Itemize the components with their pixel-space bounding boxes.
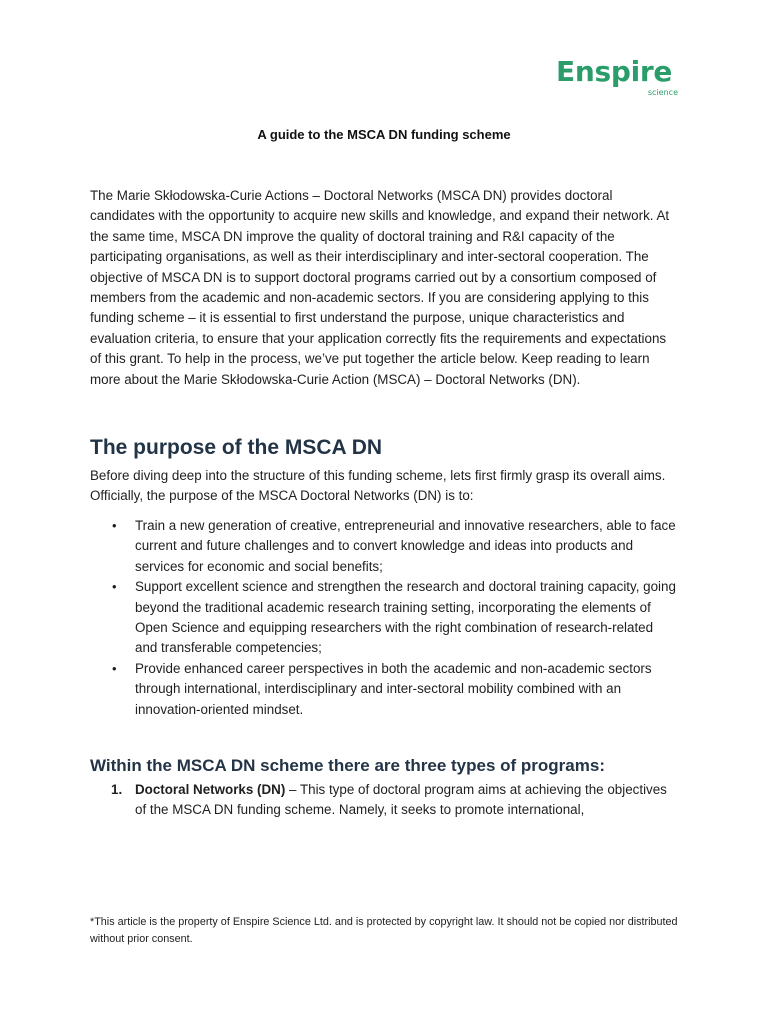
list-item — [90, 516, 678, 577]
purpose-bullet-list — [90, 516, 678, 720]
document-title: A guide to the MSCA DN funding scheme — [257, 127, 511, 142]
programs-numbered-list — [90, 780, 678, 821]
bullet-text: Train a new generation of creative, entrepreneurial and innovative researchers, able to face current and future challenges and to convert knowledge and ideas into products and services for economic and social benefits; — [135, 517, 676, 574]
list-item — [90, 577, 678, 659]
bullet-text: Provide enhanced career perspectives in both the academic and non-academic sectors through international, interdisciplinary and inter-sectoral mobility combined with an innovation-oriented mindset. — [135, 660, 652, 717]
bullet-icon: • — [112, 579, 117, 595]
copyright-footnote: *This article is the property of Enspire Science Ltd. and is protected by copyright law. It should not be copied nor distributed without prior consent. — [90, 916, 678, 945]
program-term: Doctoral Networks (DN) — [135, 781, 286, 797]
enspire-logo — [556, 56, 680, 100]
document-body — [90, 186, 678, 821]
list-item — [90, 659, 678, 720]
intro-paragraph: The Marie Skłodowska-Curie Actions – Doctoral Networks (MSCA DN) provides doctoral candidates with the opportunity to acquire new skills and knowledge, and expand their network. At the same time, MSCA DN improve the quality of doctoral training and R&I capacity of the participating organisations, as well as their interdisciplinary and inter-sectoral cooperation. The objective of MSCA DN is to support doctoral programs carried out by a consortium composed of members from the academic and non-academic sectors. If you are considering applying to this funding scheme – it is essential to first understand the purpose, unique characteristics and evaluation criteria, to ensure that your application correctly fits the requirements and expectations of this grant. To help in the process, we’ve put together the article below. Keep reading to learn more about the Marie Skłodowska-Curie Action (MSCA) – Doctoral Networks (DN). — [90, 188, 670, 387]
section-heading-purpose: The purpose of the MSCA DN — [90, 436, 383, 460]
list-item — [90, 780, 678, 821]
list-number: 1. — [111, 781, 123, 797]
logo-subtitle: science — [647, 88, 678, 97]
programs-heading: Within the MSCA DN scheme there are three types of programs: — [90, 755, 605, 775]
section-lead-paragraph: Before diving deep into the structure of this funding scheme, lets first firmly grasp its overall aims. Officially, the purpose of the MSCA Doctoral Networks (DN) is to: — [90, 468, 666, 504]
logo-wordmark: Enspire — [556, 55, 673, 88]
bullet-text: Support excellent science and strengthen the research and doctoral training capacity, going beyond the traditional academic research training setting, incorporating the elements of Open Science and equipping researchers with the right combination of research-related and transferable competencies; — [135, 579, 676, 656]
program-description: – This type of doctoral program aims at achieving the objectives of the MSCA DN funding scheme. Namely, it seeks to promote international, — [135, 781, 667, 818]
bullet-icon: • — [112, 660, 117, 676]
bullet-icon: • — [112, 517, 117, 533]
